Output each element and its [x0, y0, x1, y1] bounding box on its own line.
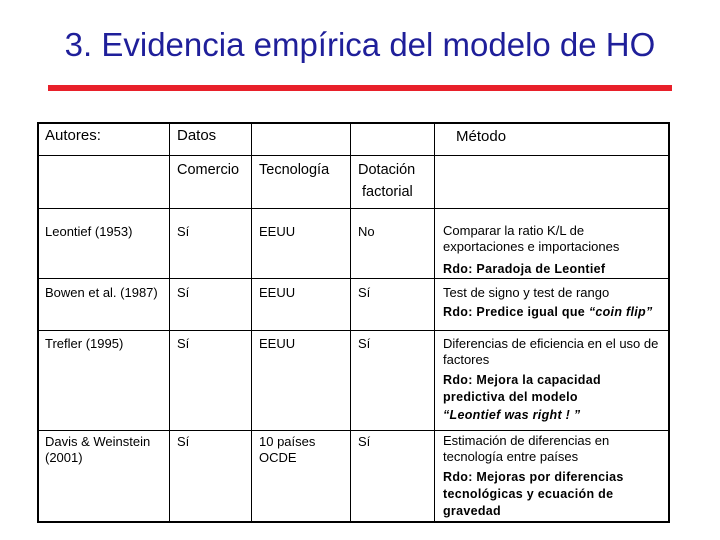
row-3-dotacion: Sí: [358, 336, 371, 351]
row-4-comercio: Sí: [177, 434, 190, 449]
row-divider: [39, 208, 668, 209]
row-3-autor: Trefler (1995): [45, 336, 124, 351]
row-2-metodo: Test de signo y test de rango Rdo: Predice igual que “coin flip”: [443, 285, 653, 319]
row-divider: [39, 330, 668, 331]
slide-title: 3. Evidencia empírica del modelo de HO: [64, 26, 656, 63]
header-metodo: Método: [456, 128, 507, 145]
header-datos: Datos: [177, 127, 217, 144]
row-1-metodo: Comparar la ratio K/L de exportaciones e importaciones Rdo: Paradoja de Leontief: [443, 223, 620, 276]
row-4-autor: Davis & Weinstein (2001): [45, 434, 151, 465]
title-underline: [48, 85, 672, 91]
row-2-dotacion: Sí: [358, 285, 371, 300]
header-tecnologia: Tecnología: [259, 162, 330, 178]
header-dotacion: Dotación factorial: [358, 162, 416, 200]
row-1-comercio: Sí: [177, 224, 190, 239]
row-3-metodo: Diferencias de eficiencia en el uso de factores Rdo: Mejora la capacidad predictiva del modelo “Leontief was right ! ”: [443, 336, 659, 422]
row-1-dotacion: No: [358, 224, 375, 239]
row-2-tecnologia: EEUU: [259, 285, 296, 300]
header-autores: Autores:: [45, 127, 101, 144]
row-4-metodo: Estimación de diferencias en tecnología entre países Rdo: Mejoras por diferencias tecnológicas y ecuación de gravedad: [443, 433, 624, 518]
col-divider: [169, 124, 170, 521]
col-divider: [350, 124, 351, 521]
row-divider: [39, 278, 668, 279]
row-divider: [39, 155, 668, 156]
col-divider: [434, 124, 435, 521]
row-3-tecnologia: EEUU: [259, 336, 296, 351]
row-4-dotacion: Sí: [358, 434, 371, 449]
header-comercio: Comercio: [177, 162, 240, 178]
row-2-comercio: Sí: [177, 285, 190, 300]
row-2-autor: Bowen et al. (1987): [45, 285, 158, 300]
row-1-autor: Leontief (1953): [45, 224, 133, 239]
row-3-comercio: Sí: [177, 336, 190, 351]
row-divider: [39, 430, 668, 431]
col-divider: [251, 124, 252, 521]
row-1-tecnologia: EEUU: [259, 224, 296, 239]
row-4-tecnologia: 10 países OCDE: [259, 434, 316, 465]
